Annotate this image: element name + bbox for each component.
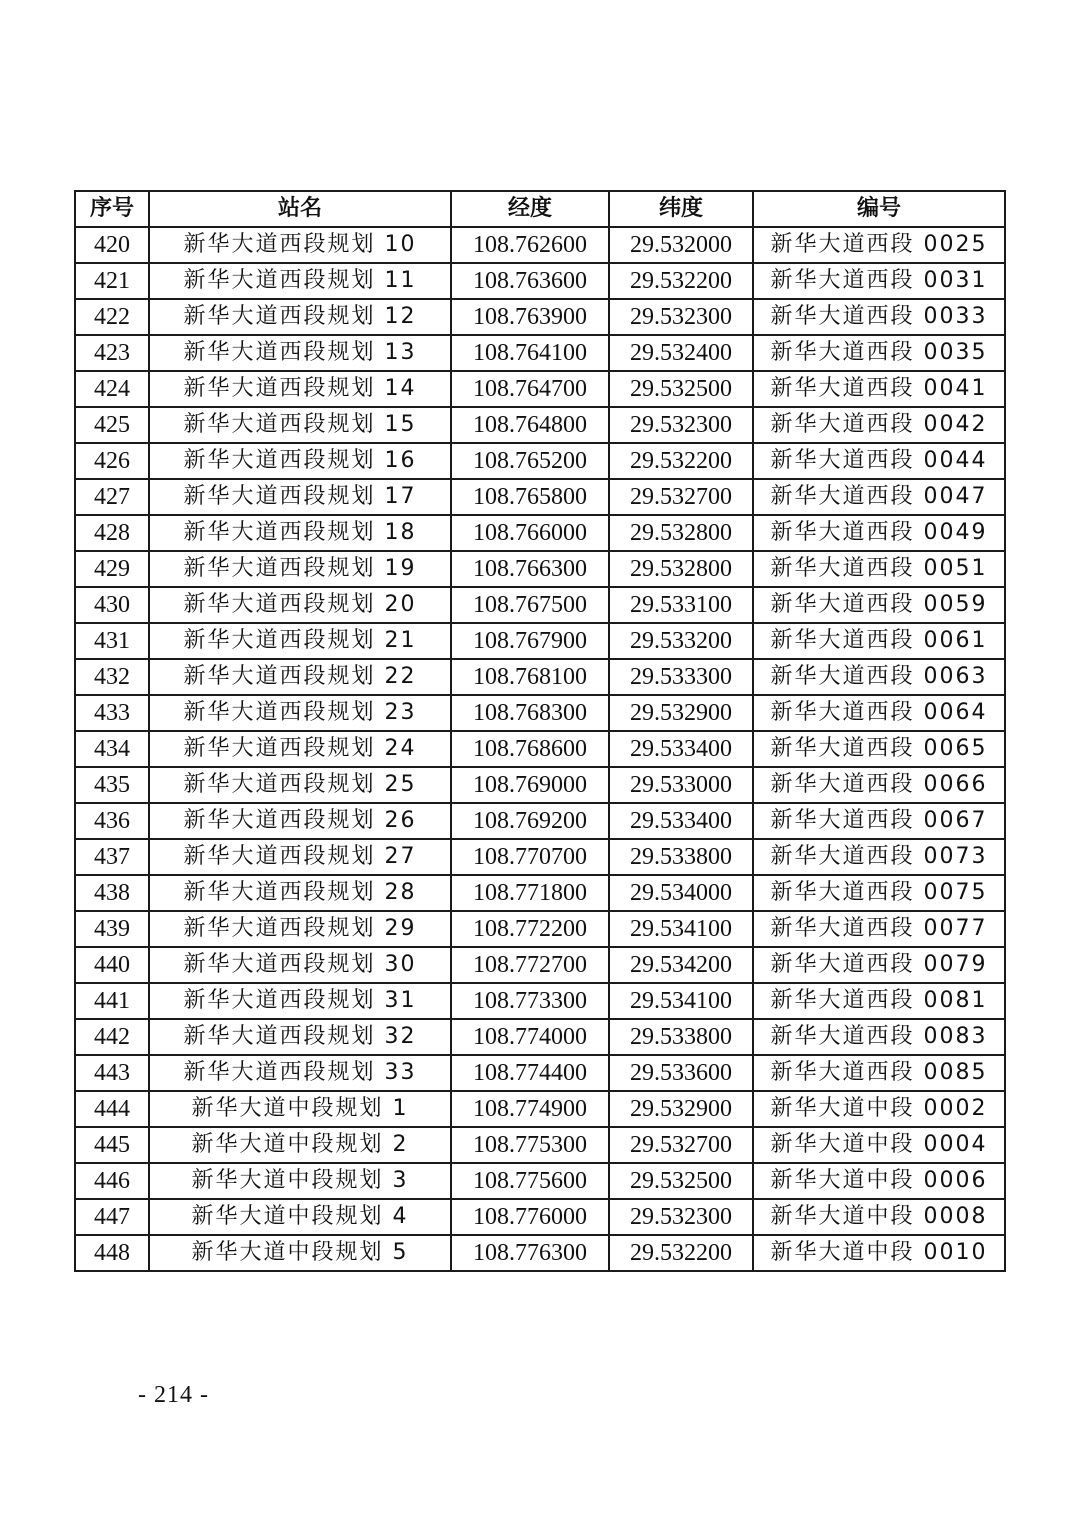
table-row xyxy=(75,767,1005,803)
table-row xyxy=(75,1055,1005,1091)
header-station-name: 站名 xyxy=(149,191,451,227)
cell-code: 新华大道西段 0065 xyxy=(753,731,1005,767)
cell-code: 新华大道西段 0044 xyxy=(753,443,1005,479)
table-row xyxy=(75,263,1005,299)
cell-longitude: 108.773300 xyxy=(451,983,609,1019)
cell-longitude: 108.764100 xyxy=(451,335,609,371)
cell-index: 435 xyxy=(75,767,149,803)
cell-longitude: 108.771800 xyxy=(451,875,609,911)
cell-longitude: 108.769200 xyxy=(451,803,609,839)
cell-latitude: 29.534200 xyxy=(609,947,753,983)
cell-station-name: 新华大道西段规划 16 xyxy=(149,443,451,479)
cell-index: 422 xyxy=(75,299,149,335)
table-row xyxy=(75,407,1005,443)
cell-station-name: 新华大道西段规划 18 xyxy=(149,515,451,551)
cell-code: 新华大道西段 0035 xyxy=(753,335,1005,371)
table-row xyxy=(75,335,1005,371)
cell-longitude: 108.764700 xyxy=(451,371,609,407)
cell-latitude: 29.532200 xyxy=(609,263,753,299)
cell-latitude: 29.532900 xyxy=(609,1091,753,1127)
cell-code: 新华大道中段 0002 xyxy=(753,1091,1005,1127)
table-row xyxy=(75,875,1005,911)
cell-longitude: 108.774900 xyxy=(451,1091,609,1127)
cell-code: 新华大道西段 0073 xyxy=(753,839,1005,875)
cell-code: 新华大道西段 0051 xyxy=(753,551,1005,587)
cell-longitude: 108.764800 xyxy=(451,407,609,443)
cell-station-name: 新华大道西段规划 28 xyxy=(149,875,451,911)
cell-longitude: 108.772700 xyxy=(451,947,609,983)
cell-index: 428 xyxy=(75,515,149,551)
cell-code: 新华大道中段 0004 xyxy=(753,1127,1005,1163)
cell-longitude: 108.776000 xyxy=(451,1199,609,1235)
cell-longitude: 108.772200 xyxy=(451,911,609,947)
header-longitude: 经度 xyxy=(451,191,609,227)
cell-station-name: 新华大道西段规划 27 xyxy=(149,839,451,875)
table-row xyxy=(75,515,1005,551)
cell-index: 427 xyxy=(75,479,149,515)
cell-index: 443 xyxy=(75,1055,149,1091)
cell-index: 434 xyxy=(75,731,149,767)
cell-index: 439 xyxy=(75,911,149,947)
cell-index: 438 xyxy=(75,875,149,911)
cell-index: 430 xyxy=(75,587,149,623)
cell-latitude: 29.532400 xyxy=(609,335,753,371)
cell-latitude: 29.532500 xyxy=(609,371,753,407)
cell-station-name: 新华大道西段规划 23 xyxy=(149,695,451,731)
cell-longitude: 108.774000 xyxy=(451,1019,609,1055)
cell-latitude: 29.534100 xyxy=(609,983,753,1019)
cell-latitude: 29.532500 xyxy=(609,1163,753,1199)
table-header-row xyxy=(75,191,1005,227)
cell-latitude: 29.532300 xyxy=(609,407,753,443)
cell-index: 447 xyxy=(75,1199,149,1235)
cell-longitude: 108.774400 xyxy=(451,1055,609,1091)
cell-latitude: 29.532200 xyxy=(609,1235,753,1271)
table-row xyxy=(75,839,1005,875)
station-table xyxy=(74,190,1006,1272)
cell-code: 新华大道西段 0049 xyxy=(753,515,1005,551)
cell-longitude: 108.766300 xyxy=(451,551,609,587)
cell-code: 新华大道中段 0010 xyxy=(753,1235,1005,1271)
table-row xyxy=(75,947,1005,983)
cell-longitude: 108.768300 xyxy=(451,695,609,731)
table-row xyxy=(75,1091,1005,1127)
cell-index: 432 xyxy=(75,659,149,695)
cell-station-name: 新华大道西段规划 26 xyxy=(149,803,451,839)
cell-station-name: 新华大道西段规划 20 xyxy=(149,587,451,623)
cell-index: 433 xyxy=(75,695,149,731)
cell-longitude: 108.768600 xyxy=(451,731,609,767)
table-row xyxy=(75,1019,1005,1055)
cell-station-name: 新华大道西段规划 33 xyxy=(149,1055,451,1091)
cell-longitude: 108.776300 xyxy=(451,1235,609,1271)
cell-index: 424 xyxy=(75,371,149,407)
cell-code: 新华大道西段 0061 xyxy=(753,623,1005,659)
cell-latitude: 29.533100 xyxy=(609,587,753,623)
cell-station-name: 新华大道西段规划 11 xyxy=(149,263,451,299)
cell-code: 新华大道中段 0006 xyxy=(753,1163,1005,1199)
cell-code: 新华大道西段 0063 xyxy=(753,659,1005,695)
cell-code: 新华大道西段 0033 xyxy=(753,299,1005,335)
cell-code: 新华大道中段 0008 xyxy=(753,1199,1005,1235)
cell-index: 431 xyxy=(75,623,149,659)
cell-latitude: 29.532700 xyxy=(609,1127,753,1163)
cell-longitude: 108.775300 xyxy=(451,1127,609,1163)
table-row xyxy=(75,983,1005,1019)
cell-index: 440 xyxy=(75,947,149,983)
cell-longitude: 108.765800 xyxy=(451,479,609,515)
cell-station-name: 新华大道西段规划 10 xyxy=(149,227,451,263)
cell-station-name: 新华大道中段规划 1 xyxy=(149,1091,451,1127)
cell-station-name: 新华大道西段规划 21 xyxy=(149,623,451,659)
cell-code: 新华大道西段 0047 xyxy=(753,479,1005,515)
cell-latitude: 29.532200 xyxy=(609,443,753,479)
cell-station-name: 新华大道西段规划 31 xyxy=(149,983,451,1019)
table-row xyxy=(75,695,1005,731)
cell-code: 新华大道西段 0077 xyxy=(753,911,1005,947)
cell-station-name: 新华大道西段规划 19 xyxy=(149,551,451,587)
cell-longitude: 108.770700 xyxy=(451,839,609,875)
cell-longitude: 108.768100 xyxy=(451,659,609,695)
cell-code: 新华大道西段 0083 xyxy=(753,1019,1005,1055)
cell-code: 新华大道西段 0064 xyxy=(753,695,1005,731)
cell-latitude: 29.533000 xyxy=(609,767,753,803)
cell-longitude: 108.775600 xyxy=(451,1163,609,1199)
cell-index: 436 xyxy=(75,803,149,839)
cell-latitude: 29.532000 xyxy=(609,227,753,263)
cell-station-name: 新华大道西段规划 30 xyxy=(149,947,451,983)
cell-longitude: 108.766000 xyxy=(451,515,609,551)
cell-latitude: 29.533400 xyxy=(609,731,753,767)
cell-latitude: 29.534100 xyxy=(609,911,753,947)
cell-station-name: 新华大道西段规划 15 xyxy=(149,407,451,443)
cell-index: 448 xyxy=(75,1235,149,1271)
table-row xyxy=(75,803,1005,839)
cell-index: 445 xyxy=(75,1127,149,1163)
cell-code: 新华大道西段 0025 xyxy=(753,227,1005,263)
cell-station-name: 新华大道西段规划 32 xyxy=(149,1019,451,1055)
cell-code: 新华大道西段 0041 xyxy=(753,371,1005,407)
table-row xyxy=(75,623,1005,659)
cell-code: 新华大道西段 0067 xyxy=(753,803,1005,839)
table-row xyxy=(75,443,1005,479)
cell-latitude: 29.533300 xyxy=(609,659,753,695)
cell-latitude: 29.533800 xyxy=(609,839,753,875)
cell-code: 新华大道西段 0079 xyxy=(753,947,1005,983)
cell-station-name: 新华大道西段规划 14 xyxy=(149,371,451,407)
cell-longitude: 108.769000 xyxy=(451,767,609,803)
cell-index: 426 xyxy=(75,443,149,479)
cell-index: 425 xyxy=(75,407,149,443)
cell-latitude: 29.532700 xyxy=(609,479,753,515)
table-row xyxy=(75,1199,1005,1235)
cell-station-name: 新华大道西段规划 24 xyxy=(149,731,451,767)
cell-longitude: 108.767500 xyxy=(451,587,609,623)
page-number: - 214 - xyxy=(138,1382,209,1408)
table-row xyxy=(75,479,1005,515)
cell-station-name: 新华大道西段规划 22 xyxy=(149,659,451,695)
cell-code: 新华大道西段 0085 xyxy=(753,1055,1005,1091)
table-row xyxy=(75,659,1005,695)
cell-station-name: 新华大道西段规划 29 xyxy=(149,911,451,947)
table-row xyxy=(75,731,1005,767)
cell-index: 446 xyxy=(75,1163,149,1199)
header-index: 序号 xyxy=(75,191,149,227)
table-row xyxy=(75,227,1005,263)
table-row xyxy=(75,1127,1005,1163)
cell-latitude: 29.532900 xyxy=(609,695,753,731)
cell-latitude: 29.534000 xyxy=(609,875,753,911)
table-row xyxy=(75,551,1005,587)
cell-longitude: 108.767900 xyxy=(451,623,609,659)
cell-code: 新华大道西段 0081 xyxy=(753,983,1005,1019)
cell-index: 429 xyxy=(75,551,149,587)
cell-station-name: 新华大道中段规划 3 xyxy=(149,1163,451,1199)
cell-latitude: 29.532300 xyxy=(609,299,753,335)
cell-code: 新华大道西段 0075 xyxy=(753,875,1005,911)
cell-station-name: 新华大道中段规划 2 xyxy=(149,1127,451,1163)
table-body xyxy=(75,227,1005,1271)
cell-longitude: 108.763600 xyxy=(451,263,609,299)
table-row xyxy=(75,299,1005,335)
cell-latitude: 29.532300 xyxy=(609,1199,753,1235)
cell-index: 444 xyxy=(75,1091,149,1127)
cell-index: 421 xyxy=(75,263,149,299)
table-row xyxy=(75,911,1005,947)
cell-code: 新华大道西段 0059 xyxy=(753,587,1005,623)
cell-latitude: 29.533400 xyxy=(609,803,753,839)
table-row xyxy=(75,371,1005,407)
cell-longitude: 108.762600 xyxy=(451,227,609,263)
cell-code: 新华大道西段 0066 xyxy=(753,767,1005,803)
cell-index: 420 xyxy=(75,227,149,263)
cell-index: 442 xyxy=(75,1019,149,1055)
cell-index: 423 xyxy=(75,335,149,371)
cell-latitude: 29.533200 xyxy=(609,623,753,659)
cell-station-name: 新华大道中段规划 4 xyxy=(149,1199,451,1235)
cell-code: 新华大道西段 0031 xyxy=(753,263,1005,299)
cell-latitude: 29.532800 xyxy=(609,515,753,551)
cell-station-name: 新华大道西段规划 12 xyxy=(149,299,451,335)
cell-longitude: 108.765200 xyxy=(451,443,609,479)
header-code: 编号 xyxy=(753,191,1005,227)
cell-index: 437 xyxy=(75,839,149,875)
table-row xyxy=(75,1235,1005,1271)
cell-latitude: 29.533600 xyxy=(609,1055,753,1091)
cell-latitude: 29.532800 xyxy=(609,551,753,587)
cell-code: 新华大道西段 0042 xyxy=(753,407,1005,443)
cell-station-name: 新华大道西段规划 13 xyxy=(149,335,451,371)
cell-station-name: 新华大道中段规划 5 xyxy=(149,1235,451,1271)
cell-longitude: 108.763900 xyxy=(451,299,609,335)
cell-station-name: 新华大道西段规划 25 xyxy=(149,767,451,803)
table-row xyxy=(75,1163,1005,1199)
cell-station-name: 新华大道西段规划 17 xyxy=(149,479,451,515)
header-latitude: 纬度 xyxy=(609,191,753,227)
table-row xyxy=(75,587,1005,623)
cell-latitude: 29.533800 xyxy=(609,1019,753,1055)
cell-index: 441 xyxy=(75,983,149,1019)
